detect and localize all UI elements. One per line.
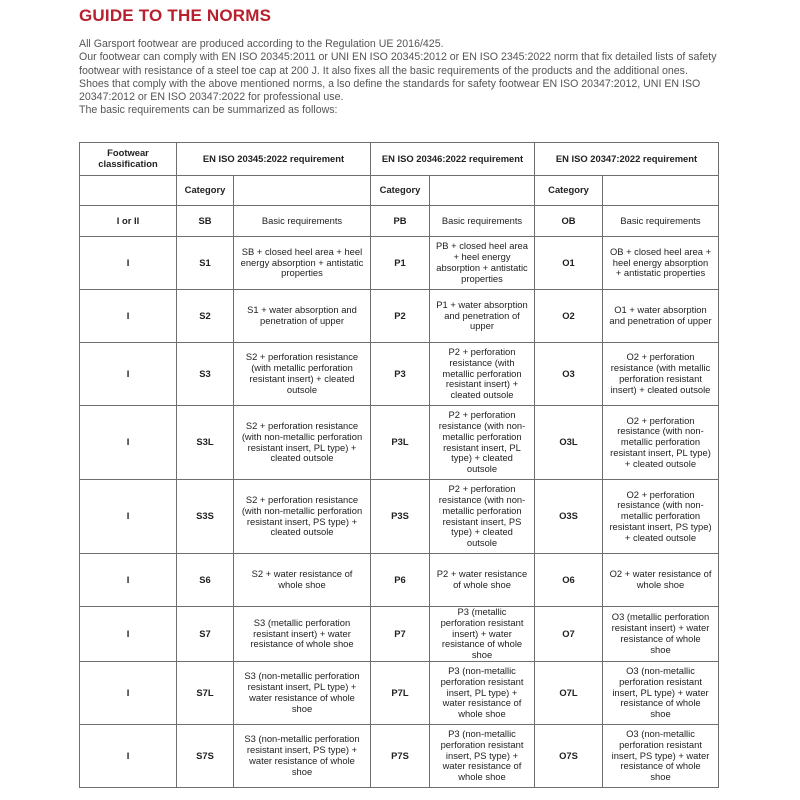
intro-paragraph-2: Our footwear can comply with EN ISO 20345:2011 or UNI EN ISO 20345:2012 or EN ISO 2345:2022 norm that fix detailed lists of safety footwear with resistance of a steel toe cap at 200 J. It also fixes all the basic requirements of the products and the additional ones. Shoes that comply with the above mentioned norms, a lso define the standards for safety footwear EN ISO 20347:2012, UNI EN ISO 20347:2012 or EN ISO 20347:2022 for professional use.	[79, 51, 717, 104]
requirement-20347: O3 (non-metallic perforation resistant insert, PS type) + water resistance of whole shoe	[603, 724, 719, 787]
category-s: S3S	[177, 480, 234, 554]
header-classification: Footwear classification	[80, 143, 177, 176]
basic-pb-requirement: Basic requirements	[430, 206, 535, 237]
table-row	[80, 724, 719, 787]
requirement-20346: P2 + perforation resistance (with non-metallic perforation resistant insert, PL type) + cleated outsole	[430, 406, 535, 480]
table-basic-row	[80, 206, 719, 237]
requirement-20346: P2 + perforation resistance (with non-metallic perforation resistant insert, PS type) + cleated outsole	[430, 480, 535, 554]
intro-paragraph-3: The basic requirements can be summarized as follows:	[79, 104, 338, 117]
table-row	[80, 554, 719, 607]
table-row	[80, 290, 719, 343]
category-label-20345: Category	[177, 176, 234, 206]
intro-text	[79, 38, 719, 118]
header-en20346: EN ISO 20346:2022 requirement	[371, 143, 535, 176]
requirement-20346: P3 (non-metallic perforation resistant insert, PL type) + water resistance of whole shoe	[430, 661, 535, 724]
requirement-20345: S2 + perforation resistance (with non-metallic perforation resistant insert, PL type) + cleated outsole	[234, 406, 371, 480]
requirement-20347: O2 + perforation resistance (with metallic perforation resistant insert) + cleated outsole	[603, 343, 719, 406]
header-en20345: EN ISO 20345:2022 requirement	[177, 143, 371, 176]
category-empty-cell	[80, 176, 177, 206]
basic-sb: SB	[177, 206, 234, 237]
table-row	[80, 661, 719, 724]
header-en20347: EN ISO 20347:2022 requirement	[535, 143, 719, 176]
requirement-20345: S2 + perforation resistance (with metallic perforation resistant insert) + cleated outsole	[234, 343, 371, 406]
category-s: S7L	[177, 661, 234, 724]
category-p: P3S	[371, 480, 430, 554]
category-p: P7	[371, 607, 430, 662]
table-row	[80, 343, 719, 406]
category-p: P1	[371, 237, 430, 290]
requirement-20346: P3 (metallic perforation resistant insert) + water resistance of whole shoe	[430, 607, 535, 662]
category-s: S2	[177, 290, 234, 343]
table-category-row	[80, 176, 719, 206]
basic-ob: OB	[535, 206, 603, 237]
requirement-20345: S3 (non-metallic perforation resistant insert, PS type) + water resistance of whole shoe	[234, 724, 371, 787]
requirement-20345: S3 (non-metallic perforation resistant insert, PL type) + water resistance of whole shoe	[234, 661, 371, 724]
classification: I	[80, 607, 177, 662]
requirement-20345: S2 + water resistance of whole shoe	[234, 554, 371, 607]
category-o: O7L	[535, 661, 603, 724]
basic-sb-requirement: Basic requirements	[234, 206, 371, 237]
category-label-20347: Category	[535, 176, 603, 206]
category-o: O6	[535, 554, 603, 607]
requirement-20345: S2 + perforation resistance (with non-metallic perforation resistant insert, PS type) + cleated outsole	[234, 480, 371, 554]
category-o: O7S	[535, 724, 603, 787]
category-s: S7	[177, 607, 234, 662]
requirement-20346: P2 + water resistance of whole shoe	[430, 554, 535, 607]
requirement-20347: O3 (non-metallic perforation resistant insert, PL type) + water resistance of whole shoe	[603, 661, 719, 724]
basic-pb: PB	[371, 206, 430, 237]
classification: I	[80, 237, 177, 290]
requirement-20345: SB + closed heel area + heel energy absorption + antistatic properties	[234, 237, 371, 290]
requirement-20345: S3 (metallic perforation resistant insert) + water resistance of whole shoe	[234, 607, 371, 662]
requirement-20346: P3 (non-metallic perforation resistant insert, PS type) + water resistance of whole shoe	[430, 724, 535, 787]
requirement-20347: O3 (metallic perforation resistant insert) + water resistance of whole shoe	[603, 607, 719, 662]
requirement-20345: S1 + water absorption and penetration of upper	[234, 290, 371, 343]
category-o: O3	[535, 343, 603, 406]
classification: I	[80, 554, 177, 607]
norms-table	[79, 142, 719, 788]
category-o: O3S	[535, 480, 603, 554]
page-title: GUIDE TO THE NORMS	[79, 6, 272, 25]
category-p: P7S	[371, 724, 430, 787]
category-p: P6	[371, 554, 430, 607]
table-row	[80, 237, 719, 290]
basic-classification: I or II	[80, 206, 177, 237]
table-row	[80, 480, 719, 554]
classification: I	[80, 343, 177, 406]
requirement-20347: OB + closed heel area + heel energy absorption + antistatic properties	[603, 237, 719, 290]
requirement-20347: O2 + water resistance of whole shoe	[603, 554, 719, 607]
table-header-row	[80, 143, 719, 176]
category-empty-cell	[430, 176, 535, 206]
category-p: P7L	[371, 661, 430, 724]
category-p: P3L	[371, 406, 430, 480]
category-o: O3L	[535, 406, 603, 480]
category-label-20346: Category	[371, 176, 430, 206]
category-empty-cell	[603, 176, 719, 206]
requirement-20347: O1 + water absorption and penetration of upper	[603, 290, 719, 343]
intro-paragraph-1: All Garsport footwear are produced according to the Regulation UE 2016/425.	[79, 38, 444, 50]
requirement-20347: O2 + perforation resistance (with non-metallic perforation resistant insert, PL type) + cleated outsole	[603, 406, 719, 480]
category-o: O7	[535, 607, 603, 662]
category-s: S1	[177, 237, 234, 290]
category-p: P2	[371, 290, 430, 343]
requirement-20346: PB + closed heel area + heel energy absorption + antistatic properties	[430, 237, 535, 290]
table-row	[80, 607, 719, 662]
category-o: O1	[535, 237, 603, 290]
classification: I	[80, 406, 177, 480]
category-s: S7S	[177, 724, 234, 787]
classification: I	[80, 290, 177, 343]
category-s: S3L	[177, 406, 234, 480]
classification: I	[80, 661, 177, 724]
table-row	[80, 406, 719, 480]
category-s: S6	[177, 554, 234, 607]
requirement-20347: O2 + perforation resistance (with non-metallic perforation resistant insert, PS type) + cleated outsole	[603, 480, 719, 554]
classification: I	[80, 480, 177, 554]
category-p: P3	[371, 343, 430, 406]
classification: I	[80, 724, 177, 787]
basic-ob-requirement: Basic requirements	[603, 206, 719, 237]
category-o: O2	[535, 290, 603, 343]
requirement-20346: P1 + water absorption and penetration of upper	[430, 290, 535, 343]
category-s: S3	[177, 343, 234, 406]
category-empty-cell	[234, 176, 371, 206]
requirement-20346: P2 + perforation resistance (with metallic perforation resistant insert) + cleated outsole	[430, 343, 535, 406]
